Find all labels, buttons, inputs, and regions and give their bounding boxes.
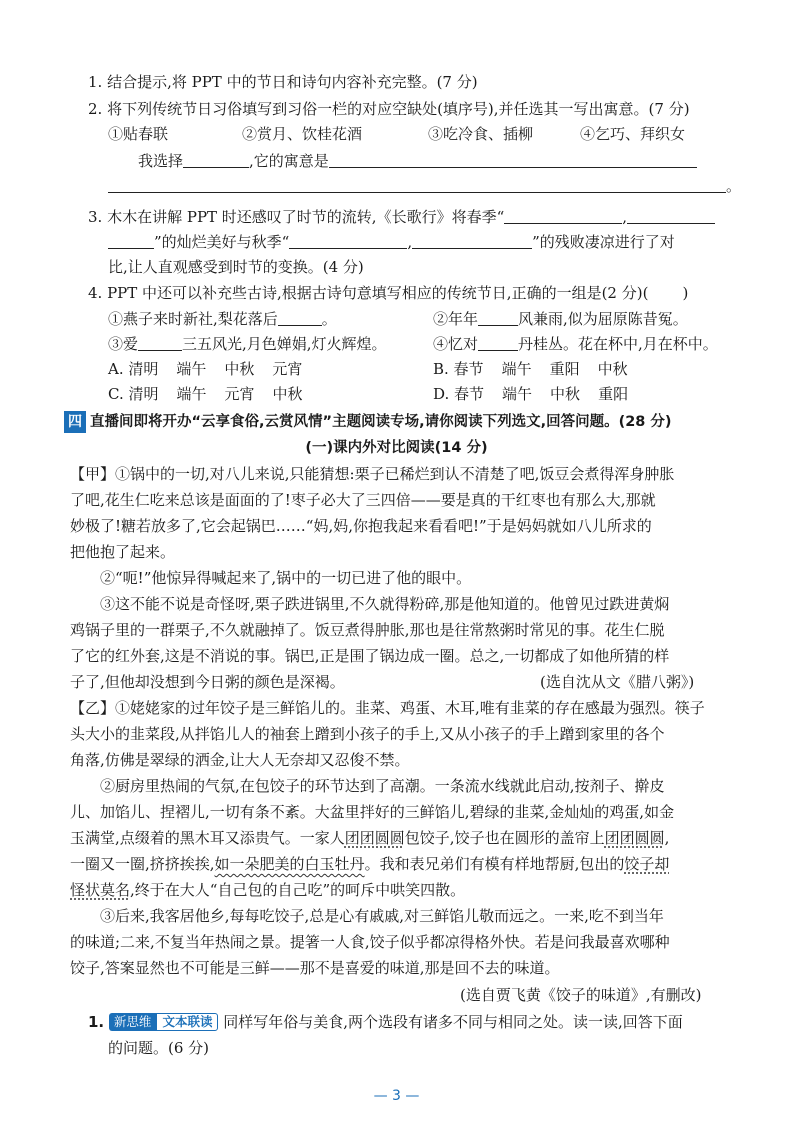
passage-yi-text: ,终于在大人“自己包的自己吃”的呵斥中哄笑四散。 (130, 881, 466, 899)
passage-yi-line (70, 828, 669, 848)
passage-yi-line: 儿、加馅儿、捏褶儿,一切有条不紊。大盆里拌好的三鲜馅儿,碧绿的韭菜,金灿灿的鸡蛋,如金 (70, 803, 675, 821)
q4-poem-2-text: ②年年 (433, 310, 479, 328)
q4-option-c[interactable] (108, 384, 303, 404)
passage-yi-line: 的味道;二来,不复当年热闹之景。提箸一人食,饺子似乎都凉得格外快。若是问我最喜欢哪种 (70, 933, 670, 951)
q3-text-a: 3. 木木在讲解 PPT 时还感叹了时节的流转,《长歌行》将春季“ (88, 208, 505, 226)
dotted-phrase: 团团圆圆 (344, 829, 405, 847)
q4-option-d-item: 中秋 (550, 385, 581, 403)
q4-poem-3-end: 三五风光,月色婵娟,灯火辉煌。 (182, 335, 387, 353)
q2-answer-line-2 (108, 176, 741, 196)
dotted-phrase: 怪状莫名 (70, 881, 131, 899)
q4-poem-4-end: 丹桂丛。花在杯中,月在杯中。 (518, 335, 718, 353)
passage-yi-text: , (664, 829, 670, 847)
q2-option-3: ③吃冷食、插柳 (428, 125, 534, 143)
q2-blank-choice[interactable] (183, 151, 249, 168)
passage-jia-line: 子了,但他却没想到今日粥的颜色是深褐。 (70, 673, 345, 691)
q3-text-c: ”的灿烂美好与秋季“ (154, 233, 290, 251)
q3-blank-3[interactable] (289, 232, 407, 249)
q4-option-c-label: C. 清明 (108, 385, 159, 403)
q4-poem-3-text: ③爱 (108, 335, 139, 353)
q2-blank-meaning-cont[interactable] (108, 176, 726, 193)
passage-yi-text: 。我和表兄弟们有模有样地帮厨,包出的 (364, 855, 625, 873)
q2-answer-line-1 (138, 151, 697, 171)
passage-jia-line: 【甲】①锅中的一切,对八儿来说,只能猜想:栗子已稀烂到认不清楚了吧,饭豆会煮得浑身肿胀 (70, 465, 675, 483)
q4-poem-4 (433, 334, 718, 354)
q3-comma-2: , (407, 233, 413, 251)
q3-blank-4[interactable] (412, 232, 532, 249)
q4-option-d-item: 端午 (502, 385, 533, 403)
question-4 (88, 283, 688, 303)
q2-period: 。 (726, 177, 742, 195)
passage-jia-line: 鸡锅子里的一群栗子,不久就融掉了。饭豆煮得肿胀,那也是往常熬粥时常见的事。花生仁脱 (70, 621, 665, 639)
dotted-phrase: 团团圆圆 (604, 829, 665, 847)
q3-blank-2[interactable] (627, 207, 715, 224)
q4-poem-3-blank[interactable] (138, 334, 182, 351)
section-number-badge: 四 (64, 411, 86, 433)
q4-paren-close: ) (682, 284, 689, 302)
q4-option-a-item: 端午 (176, 360, 207, 378)
dotted-phrase: 饺子却 (624, 855, 670, 873)
q4-poem-1-text: ①燕子来时新社,梨花落后 (108, 310, 278, 328)
passage-jia-line: ③这不能不说是奇怪呀,栗子跌进锅里,不久就得粉碎,那是他知道的。他曾见过跌进黄焖 (100, 595, 670, 613)
passage-yi-text: 玉满堂,点缀着的黑木耳又添贵气。一家人 (70, 829, 345, 847)
q4-option-b-item: 端午 (501, 360, 532, 378)
q4-option-b[interactable] (433, 359, 628, 379)
passage-yi-source: (选自贾飞黄《饺子的味道》,有删改) (460, 986, 702, 1004)
passage-yi-line: 饺子,答案显然也不可能是三鲜——那不是喜爱的味道,那是回不去的味道。 (70, 959, 560, 977)
passage-jia-line: 了它的红外套,这是不消说的事。锅巴,正是围了锅边成一圈。总之,一切都成了如他所猜的样 (70, 647, 670, 665)
text-link-tag: 文本联读 (156, 1013, 218, 1031)
question-3-line-3: 比,让人直观感受到时节的变换。(4 分) (108, 258, 364, 276)
q3-comma-1: , (622, 208, 628, 226)
q4-option-d-item: 重阳 (598, 385, 629, 403)
q4-poem-1 (108, 309, 337, 329)
q4-option-a-item: 元宵 (272, 360, 303, 378)
q3-blank-2-cont[interactable] (108, 232, 154, 249)
passage-yi-line: 角落,仿佛是翠绿的洒金,让大人无奈却又忍俊不禁。 (70, 751, 410, 769)
passage-yi-text: 包饺子,饺子也在圆形的盖帘上 (404, 829, 605, 847)
passage-jia-line: 了吧,花生仁吃来总该是面面的了!枣子必大了三四倍——要是真的干红枣也有那么大,那就 (70, 491, 656, 509)
q4-option-d-label: D. 春节 (433, 385, 485, 403)
passage-jia-line: 把他抱了起来。 (70, 543, 176, 561)
q4-poem-4-blank[interactable] (478, 334, 518, 351)
passage-jia-line: ②“呃!”他惊异得喊起来了,锅中的一切已进了他的眼中。 (100, 569, 472, 587)
q4-option-d[interactable] (433, 384, 628, 404)
passage-jia-line: 妙极了!糖若放多了,它会起锅巴……“妈,妈,你抱我起来看看吧!”于是妈妈就如八儿所求的 (70, 517, 652, 535)
passage-yi-line (70, 880, 465, 900)
q3-blank-1[interactable] (504, 207, 622, 224)
page-number: — 3 — (373, 1088, 420, 1104)
passage-yi-line: 【乙】①姥姥家的过年饺子是三鲜馅儿的。韭菜、鸡蛋、木耳,唯有韭菜的存在感最为强烈。筷子 (70, 699, 705, 717)
q2-option-2: ②赏月、饮桂花酒 (242, 125, 363, 143)
passage-jia-source: (选自沈从文《腊八粥》) (540, 673, 695, 691)
q2-choose-label: 我选择 (138, 152, 184, 170)
question-3-line-1 (88, 207, 715, 227)
q4-option-c-item: 端午 (176, 385, 207, 403)
q2-blank-meaning[interactable] (329, 151, 697, 168)
wavy-phrase: 如一朵肥美的白玉牡丹 (214, 855, 365, 873)
q3-text-e: ”的残败凄凉进行了对 (532, 233, 675, 251)
q2-meaning-label: ,它的寓意是 (249, 152, 329, 170)
q4-poem-4-text: ④忆对 (433, 335, 479, 353)
q4-option-c-item: 中秋 (272, 385, 303, 403)
q4-option-c-item: 元宵 (224, 385, 255, 403)
q4-option-a[interactable] (108, 359, 302, 379)
question-3-line-2 (108, 232, 675, 252)
question-2: 2. 将下列传统节日习俗填写到习俗一栏的对应空缺处(填序号),并任选其一写出寓意。(7 分) (88, 100, 690, 118)
passage-yi-line (70, 854, 669, 874)
q4-option-a-label: A. 清明 (108, 360, 159, 378)
q2-option-4: ④乞巧、拜织女 (580, 125, 686, 143)
passage-yi-text: 一圈又一圈,挤挤挨挨, (70, 855, 215, 873)
section-4-title: 直播间即将开办“云享食俗,云赏风情”主题阅读专场,请你阅读下列选文,回答问题。(28 分) (90, 414, 672, 430)
q4-poem-3 (108, 334, 387, 354)
q2-option-1: ①贴春联 (108, 125, 169, 143)
section-4-subtitle: (一)课内外对比阅读(14 分) (305, 440, 488, 456)
q4-poem-1-blank[interactable] (278, 309, 322, 326)
bottom-question-number: 1. (88, 1013, 105, 1031)
passage-yi-line: ②厨房里热闹的气氛,在包饺子的环节达到了高潮。一条流水线就此启动,按剂子、擀皮 (100, 777, 665, 795)
bottom-question-text: 同样写年俗与美食,两个选段有诸多不同与相同之处。读一读,回答下面 (223, 1013, 683, 1031)
passage-yi-line: 头大小的韭菜段,从拌馅儿人的袖套上蹭到小孩子的手上,又从小孩子的手上蹭到家里的各个 (70, 725, 665, 743)
q4-option-a-item: 中秋 (224, 360, 255, 378)
question-1: 1. 结合提示,将 PPT 中的节日和诗句内容补充完整。(7 分) (88, 73, 478, 91)
passage-yi-line: ③后来,我客居他乡,每每吃饺子,总是心有戚戚,对三鲜馅儿敬而远之。一来,吃不到当年 (100, 907, 664, 925)
q4-text: 4. PPT 中还可以补充些古诗,根据古诗句意填写相应的传统节日,正确的一组是(2 分)( (88, 284, 649, 302)
bottom-question-1 (88, 1012, 683, 1032)
q4-poem-1-end: 。 (321, 310, 337, 328)
q4-option-b-label: B. 春节 (433, 360, 484, 378)
bottom-question-text-2: 的问题。(6 分) (108, 1039, 210, 1057)
q4-poem-2-blank[interactable] (478, 309, 518, 326)
q4-option-b-item: 中秋 (597, 360, 628, 378)
q4-poem-2-end: 风兼雨,似为屈原陈昔冤。 (518, 310, 688, 328)
q4-option-b-item: 重阳 (549, 360, 580, 378)
q4-poem-2 (433, 309, 688, 329)
new-thinking-tag: 新思维 (109, 1013, 157, 1031)
